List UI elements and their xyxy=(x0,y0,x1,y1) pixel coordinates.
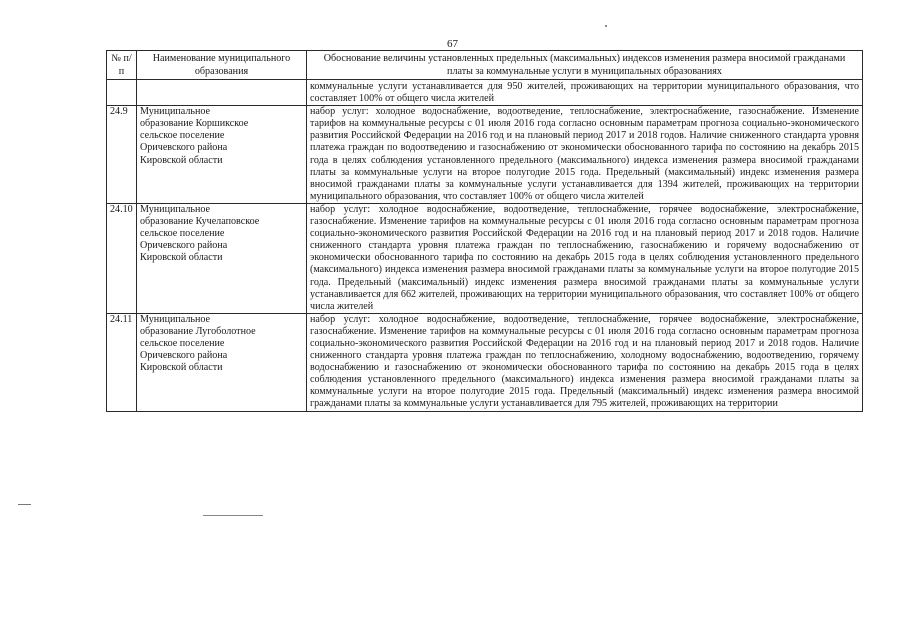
table-row xyxy=(107,106,863,204)
scan-mark xyxy=(18,504,31,505)
cell-basis: набор услуг: холодное водоснабжение, водоотведение, теплоснабжение, горячее водоснабжение, электроснабжение, газоснабжение. Изменение тарифов на коммунальные ресурсы с 01 июля 2016 года согласно основным параметрам прогноза социально-экономического развития Российской Федерации на 2016 год и на плановый период 2017 и 2018 годов. Наличие сниженного стандарта уровня платежа граждан по теплоснабжению, холодному водоснабжению, водоотведению, горячему водоснабжению и газоснабжению от экономически обоснованного тарифа по состоянию на декабрь 2015 года в целях соблюдения установленного предельного (максимального) индекса изменения размера вносимой гражданами платы за коммунальные услуги на второе полугодие 2015 года. Предельный (максимальный) индекс изменения размера вносимой гражданами платы за коммунальные услуги устанавливается для 795 жителей, проживающих на территории xyxy=(307,313,863,411)
cell-name xyxy=(137,80,307,106)
cell-num: 24.9 xyxy=(107,106,137,204)
header-basis: Обоснование величины установленных предельных (максимальных) индексов изменения размера вносимой гражданами платы за коммунальные услуги в муниципальных образованиях xyxy=(307,51,863,80)
table-row xyxy=(107,203,863,313)
cell-name: Муниципальное образование Лугоболотное сельское поселение Оричевского района Кировской области xyxy=(137,313,307,411)
scan-speck xyxy=(605,25,607,27)
table-row xyxy=(107,313,863,411)
cell-basis: коммунальные услуги устанавливается для 950 жителей, проживающих на территории муниципального образования, что составляет 100% от общего числа жителей xyxy=(307,80,863,106)
cell-num: 24.11 xyxy=(107,313,137,411)
header-num: № п/п xyxy=(107,51,137,80)
header-name: Наименование муниципального образования xyxy=(137,51,307,80)
table-header-row xyxy=(107,51,863,80)
scan-mark xyxy=(203,515,263,516)
cell-name: Муниципальное образование Коршикское сельское поселение Оричевского района Кировской области xyxy=(137,106,307,204)
cell-name: Муниципальное образование Кучелаповское сельское поселение Оричевского района Кировской области xyxy=(137,203,307,313)
cell-basis: набор услуг: холодное водоснабжение, водоотведение, теплоснабжение, горячее водоснабжение, электроснабжение, газоснабжение. Изменение тарифов на коммунальные ресурсы с 01 июля 2016 года согласно основным параметрам прогноза социально-экономического развития Российской Федерации на 2016 год и на плановый период 2017 и 2018 годов. Наличие сниженного стандарта уровня платежа граждан по теплоснабжению, газоснабжению и горячему водоснабжению от экономически обоснованного тарифа по состоянию на декабрь 2015 года в целях соблюдения установленного предельного (максимального) индекса изменения размера вносимой гражданами платы за коммунальные услуги на второе полугодие 2015 года. Предельный (максимальный) индекс изменения размера вносимой гражданами платы за коммунальные услуги устанавливается для 662 жителей, проживающих на территории муниципального образования, что составляет 100% от общего числа жителей xyxy=(307,203,863,313)
table-row-continuation xyxy=(107,80,863,106)
page-number: 67 xyxy=(447,38,458,50)
cell-basis: набор услуг: холодное водоснабжение, водоотведение, теплоснабжение, электроснабжение, газоснабжение. Изменение тарифов на коммунальные ресурсы с 01 июля 2016 года согласно основным параметрам прогноза социально-экономического развития Российской Федерации на 2016 год и на плановый период 2017 и 2018 годов. Наличие сниженного стандарта уровня платежа граждан по водоотведению и газоснабжению от экономически обоснованного тарифа по состоянию на декабрь 2015 года в целях соблюдения установленного предельного (максимального) индекса изменения размера вносимой гражданами платы за коммунальные услуги на второе полугодие 2015 года. Предельный (максимальный) индекс изменения размера вносимой гражданами платы за коммунальные услуги устанавливается для 1394 жителей, проживающих на территории муниципального образования, что составляет 100% от общего числа жителей xyxy=(307,106,863,204)
cell-num: 24.10 xyxy=(107,203,137,313)
cell-num xyxy=(107,80,137,106)
indices-table xyxy=(106,50,863,412)
